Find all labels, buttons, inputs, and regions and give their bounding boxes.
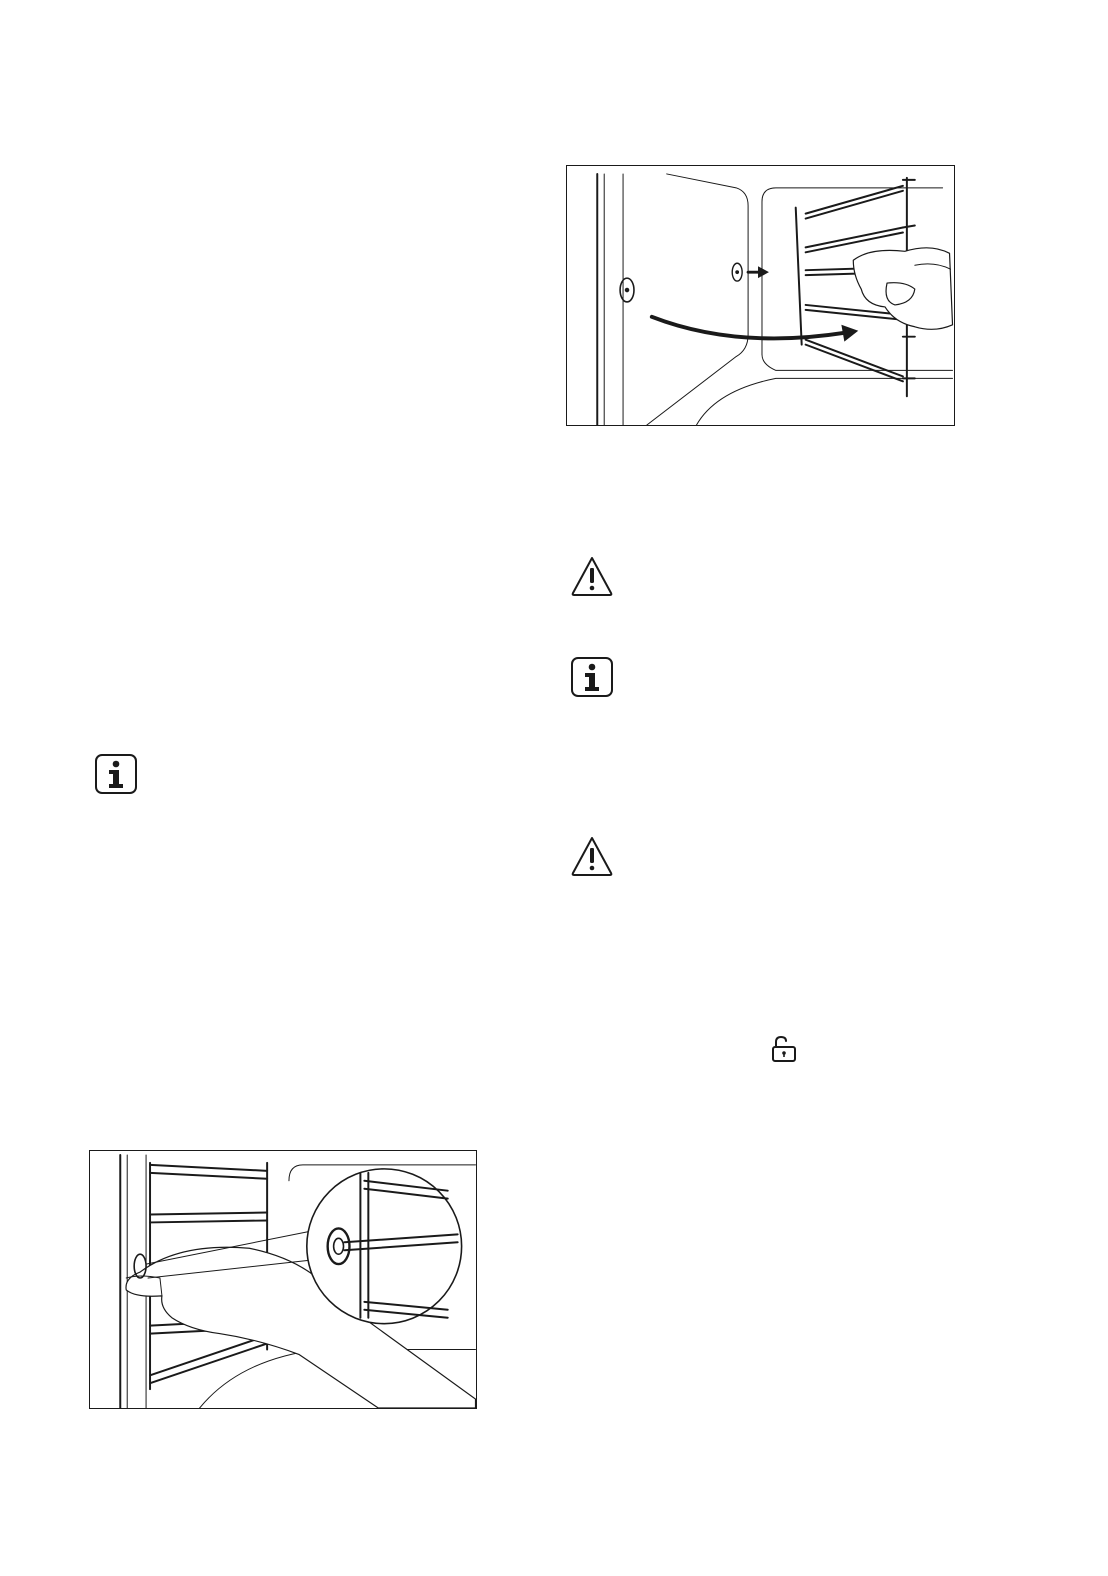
shelf-support-cleaning-illustration	[566, 165, 955, 426]
info-icon	[570, 656, 614, 698]
warning-icon	[570, 835, 614, 877]
warning-icon	[570, 555, 614, 597]
unlock-icon	[771, 1035, 797, 1063]
shelf-support-removal-illustration	[89, 1150, 477, 1409]
info-icon	[94, 753, 138, 795]
